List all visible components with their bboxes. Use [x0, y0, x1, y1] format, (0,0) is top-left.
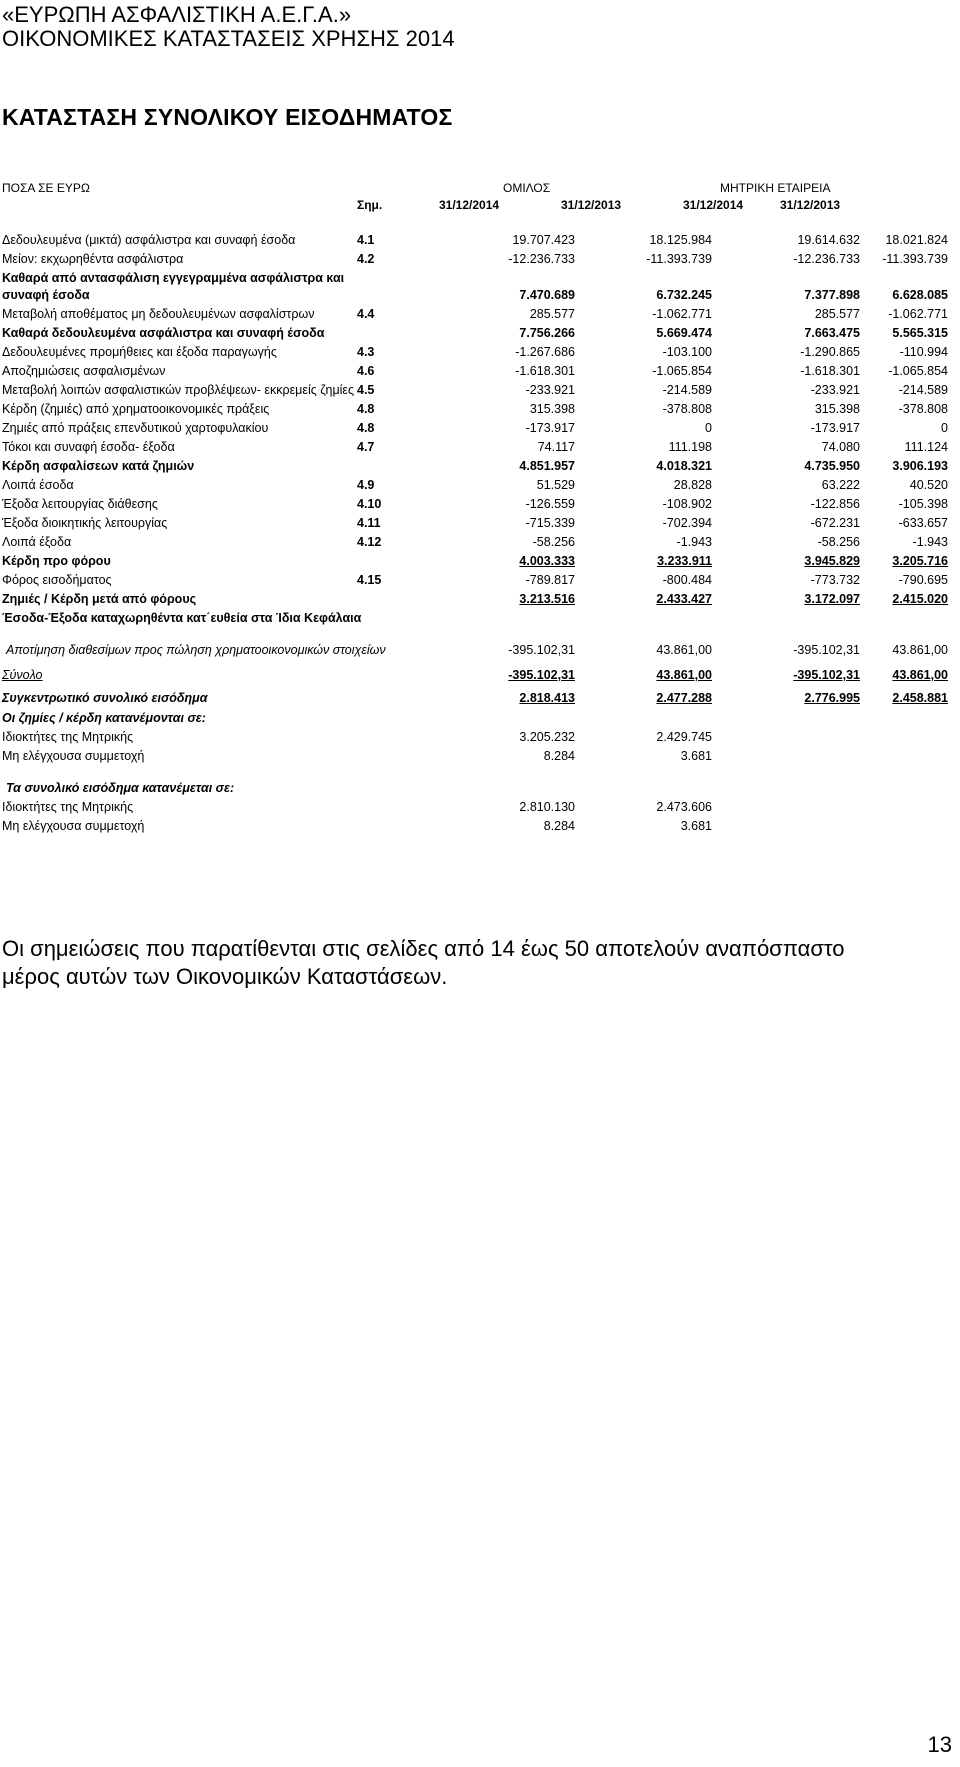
value-cell-col1: 7.756.266 — [519, 326, 575, 340]
row-label: Λοιπά έσοδα — [2, 478, 74, 492]
value-cell-col4: -11.393.739 — [882, 252, 948, 266]
value-cell-col2: 28.828 — [673, 478, 712, 492]
value-cell-col4: -1.065.854 — [888, 364, 948, 378]
row-note: 4.15 — [357, 573, 382, 587]
value-cell-col4: 2.458.881 — [892, 691, 948, 705]
value-cell-col1: 315.398 — [529, 402, 575, 416]
value-cell-col2: -702.394 — [662, 516, 712, 530]
value-cell-col3: 3.945.829 — [804, 554, 860, 568]
row-note: 4.4 — [357, 307, 375, 321]
value-cell-col4: 5.565.315 — [892, 326, 948, 340]
row-note: 4.5 — [357, 383, 375, 397]
value-cell-col2: -1.943 — [676, 535, 712, 549]
row-label: Φόρος εισοδήματος — [2, 573, 112, 587]
value-cell-col2: 6.732.245 — [656, 288, 712, 302]
value-cell-col3: -672.231 — [810, 516, 860, 530]
value-cell-col4: 18.021.824 — [885, 233, 948, 247]
row-label: Σύνολο — [2, 668, 43, 682]
value-cell-col1: 2.810.130 — [519, 800, 575, 814]
statement-title: ΚΑΤΑΣΤΑΣΗ ΣΥΝΟΛΙΚΟΥ ΕΙΣΟΔΗΜΑΤΟΣ — [2, 104, 453, 130]
value-cell-col2: 43.861,00 — [656, 643, 712, 657]
value-cell-col2: 2.429.745 — [656, 730, 712, 744]
row-note: 4.1 — [357, 233, 375, 247]
value-cell-col3: -233.921 — [810, 383, 860, 397]
row-label: Έξοδα διοικητικής λειτουργίας — [2, 516, 168, 530]
parent-header: ΜΗΤΡΙΚΗ ΕΤΑΙΡΕΙΑ — [720, 181, 831, 195]
row-label: Τόκοι και συναφή έσοδα- έξοδα — [2, 440, 175, 454]
row-label: Καθαρά δεδουλευμένα ασφάλιστρα και συναφή έσοδα — [2, 326, 325, 340]
value-cell-col3: -773.732 — [810, 573, 860, 587]
date-header-4: 31/12/2013 — [780, 198, 841, 212]
row-label: Συγκεντρωτικό συνολικό εισόδημα — [2, 691, 208, 705]
row-label: Μη ελέγχουσα συμμετοχή — [2, 749, 145, 763]
value-cell-col2: 4.018.321 — [656, 459, 712, 473]
value-cell-col1: 285.577 — [529, 307, 575, 321]
value-cell-col1: 4.003.333 — [519, 554, 575, 568]
value-cell-col2: 3.681 — [680, 819, 712, 833]
value-cell-col4: -378.808 — [898, 402, 948, 416]
value-cell-col1: 3.205.232 — [519, 730, 575, 744]
row-note: 4.10 — [357, 497, 382, 511]
row-label: Έσοδα-Έξοδα καταχωρηθέντα κατ΄ευθεία στα Ίδια Κεφάλαια — [2, 611, 362, 625]
value-cell-col3: -395.102,31 — [793, 668, 860, 682]
row-label: Οι ζημίες / κέρδη κατανέμονται σε: — [2, 711, 206, 725]
value-cell-col1: -395.102,31 — [508, 643, 575, 657]
value-cell-col1: 51.529 — [536, 478, 575, 492]
value-cell-col4: 0 — [941, 421, 948, 435]
value-cell-col2: 3.233.911 — [657, 554, 712, 568]
row-note: 4.6 — [357, 364, 375, 378]
value-cell-col1: -1.618.301 — [515, 364, 575, 378]
value-cell-col1: -233.921 — [525, 383, 575, 397]
value-cell-col4: -1.943 — [912, 535, 948, 549]
value-cell-col1: 4.851.957 — [519, 459, 575, 473]
value-cell-col3: 3.172.097 — [804, 592, 860, 606]
value-cell-col2: 2.433.427 — [656, 592, 712, 606]
value-cell-col1: -1.267.686 — [515, 345, 575, 359]
row-label: Τα συνολικό εισόδημα κατανέμεται σε: — [6, 781, 235, 795]
value-cell-col3: 7.377.898 — [804, 288, 860, 302]
currency-label: ΠΟΣΑ ΣΕ ΕΥΡΩ — [2, 181, 90, 195]
report-subtitle: ΟΙΚΟΝΟΜΙΚΕΣ ΚΑΤΑΣΤΑΣΕΙΣ ΧΡΗΣΗΣ 2014 — [2, 26, 455, 51]
value-cell-col3: 74.080 — [821, 440, 860, 454]
row-label: Κέρδη προ φόρου — [2, 554, 111, 568]
value-cell-col2: 2.477.288 — [656, 691, 712, 705]
value-cell-col2: -1.065.854 — [652, 364, 712, 378]
row-label: Αποζημιώσεις ασφαλισμένων — [2, 364, 166, 378]
row-label: Έξοδα λειτουργίας διάθεσης — [2, 497, 158, 511]
value-cell-col1: -126.559 — [525, 497, 575, 511]
value-cell-col1: -12.236.733 — [508, 252, 575, 266]
value-cell-col4: -1.062.771 — [888, 307, 948, 321]
note-column-header: Σημ. — [357, 198, 383, 212]
value-cell-col3: 19.614.632 — [797, 233, 860, 247]
row-label: Μεταβολή αποθέματος μη δεδουλευμένων ασφαλίστρων — [2, 307, 315, 321]
row-label: Δεδουλευμένες προμήθειες και έξοδα παραγωγής — [2, 345, 277, 359]
value-cell-col4: 111.124 — [904, 440, 948, 454]
row-note: 4.11 — [357, 516, 381, 530]
row-label: Ιδιοκτήτες της Μητρικής — [2, 800, 134, 814]
value-cell-col3: -395.102,31 — [793, 643, 860, 657]
value-cell-col2: -108.902 — [662, 497, 712, 511]
value-cell-col1: -58.256 — [532, 535, 575, 549]
value-cell-col2: 111.198 — [668, 440, 712, 454]
value-cell-col1: -789.817 — [525, 573, 575, 587]
date-header-3: 31/12/2014 — [683, 198, 744, 212]
value-cell-col4: -214.589 — [898, 383, 948, 397]
value-cell-col1: -715.339 — [525, 516, 575, 530]
value-cell-col1: 3.213.516 — [519, 592, 575, 606]
value-cell-col4: -105.398 — [898, 497, 948, 511]
value-cell-col3: -58.256 — [817, 535, 860, 549]
row-label: Δεδουλευμένα (μικτά) ασφάλιστρα και συναφή έσοδα — [2, 233, 296, 247]
row-label: Ζημιές από πράξεις επενδυτικού χαρτοφυλακίου — [2, 421, 269, 435]
date-header-2: 31/12/2013 — [561, 198, 622, 212]
row-note: 4.3 — [357, 345, 375, 359]
value-cell-col2: -378.808 — [662, 402, 712, 416]
page-number: 13 — [927, 1732, 952, 1757]
row-label: Ζημιές / Κέρδη μετά από φόρους — [2, 592, 197, 606]
row-label: Μείον: εκχωρηθέντα ασφάλιστρα — [2, 252, 184, 266]
footer-note: Οι σημειώσεις που παρατίθενται στις σελίδες από 14 έως 50 αποτελούν αναπόσπαστο μέρος αυτών των Οικονομικών Καταστάσεων. — [2, 936, 845, 989]
value-cell-col4: 43.861,00 — [892, 668, 948, 682]
row-label: Μη ελέγχουσα συμμετοχή — [2, 819, 145, 833]
value-cell-col3: -1.290.865 — [800, 345, 860, 359]
value-cell-col4: -633.657 — [898, 516, 948, 530]
row-note: 4.8 — [357, 421, 375, 435]
row-label: Καθαρά από αντασφάλιση εγγεγραμμένα ασφάλιστρα και — [2, 271, 345, 285]
value-cell-col1: 74.117 — [537, 440, 575, 454]
value-cell-col1: 7.470.689 — [519, 288, 575, 302]
row-label: Λοιπά έξοδα — [2, 535, 72, 549]
row-label: Αποτίμηση διαθεσίμων προς πώληση χρηματοοικονομικών στοιχείων — [6, 643, 386, 657]
value-cell-col2: -103.100 — [662, 345, 712, 359]
value-cell-col1: -395.102,31 — [508, 668, 575, 682]
value-cell-col4: -790.695 — [898, 573, 948, 587]
row-note: 4.7 — [357, 440, 375, 454]
value-cell-col3: -12.236.733 — [793, 252, 860, 266]
row-label: Μεταβολή λοιπών ασφαλιστικών προβλέψεων- εκκρεμείς ζημίες — [2, 383, 355, 397]
date-header-1: 31/12/2014 — [439, 198, 500, 212]
row-label: Κέρδη (ζημιές) από χρηματοοικονομικές πράξεις — [2, 402, 270, 416]
row-note: 4.12 — [357, 535, 382, 549]
value-cell-col3: -122.856 — [810, 497, 860, 511]
value-cell-col4: 2.415.020 — [892, 592, 948, 606]
company-name: «ΕΥΡΩΠΗ ΑΣΦΑΛΙΣΤΙΚΗ Α.Ε.Γ.Α.» — [2, 2, 352, 27]
value-cell-col4: 43.861,00 — [892, 643, 948, 657]
value-cell-col1: 8.284 — [543, 819, 575, 833]
value-cell-col3: 7.663.475 — [804, 326, 860, 340]
value-cell-col3: 285.577 — [814, 307, 860, 321]
value-cell-col2: 5.669.474 — [656, 326, 712, 340]
row-note: 4.9 — [357, 478, 375, 492]
value-cell-col2: -800.484 — [662, 573, 712, 587]
value-cell-col4: 6.628.085 — [892, 288, 948, 302]
row-note: 4.8 — [357, 402, 375, 416]
value-cell-col3: 2.776.995 — [804, 691, 860, 705]
value-cell-col2: -1.062.771 — [652, 307, 712, 321]
value-cell-col2: 2.473.606 — [656, 800, 712, 814]
value-cell-col3: 4.735.950 — [804, 459, 860, 473]
value-cell-col3: -173.917 — [810, 421, 860, 435]
value-cell-col4: -110.994 — [899, 345, 948, 359]
value-cell-col2: 18.125.984 — [649, 233, 712, 247]
value-cell-col1: 8.284 — [543, 749, 575, 763]
row-label: Ιδιοκτήτες της Μητρικής — [2, 730, 134, 744]
row-note: 4.2 — [357, 252, 375, 266]
value-cell-col4: 3.205.716 — [892, 554, 948, 568]
row-label: συναφή έσοδα — [2, 288, 90, 302]
value-cell-col3: 315.398 — [814, 402, 860, 416]
value-cell-col2: 0 — [705, 421, 712, 435]
value-cell-col2: 43.861,00 — [656, 668, 712, 682]
value-cell-col3: 63.222 — [821, 478, 860, 492]
value-cell-col1: -173.917 — [525, 421, 575, 435]
value-cell-col2: 3.681 — [680, 749, 712, 763]
value-cell-col1: 19.707.423 — [512, 233, 575, 247]
group-header: ΟΜΙΛΟΣ — [503, 181, 551, 195]
value-cell-col4: 3.906.193 — [892, 459, 948, 473]
value-cell-col3: -1.618.301 — [800, 364, 860, 378]
value-cell-col2: -11.393.739 — [646, 252, 712, 266]
value-cell-col1: 2.818.413 — [519, 691, 575, 705]
value-cell-col4: 40.520 — [909, 478, 948, 492]
value-cell-col2: -214.589 — [662, 383, 712, 397]
row-label: Κέρδη ασφαλίσεων κατά ζημιών — [2, 459, 195, 473]
